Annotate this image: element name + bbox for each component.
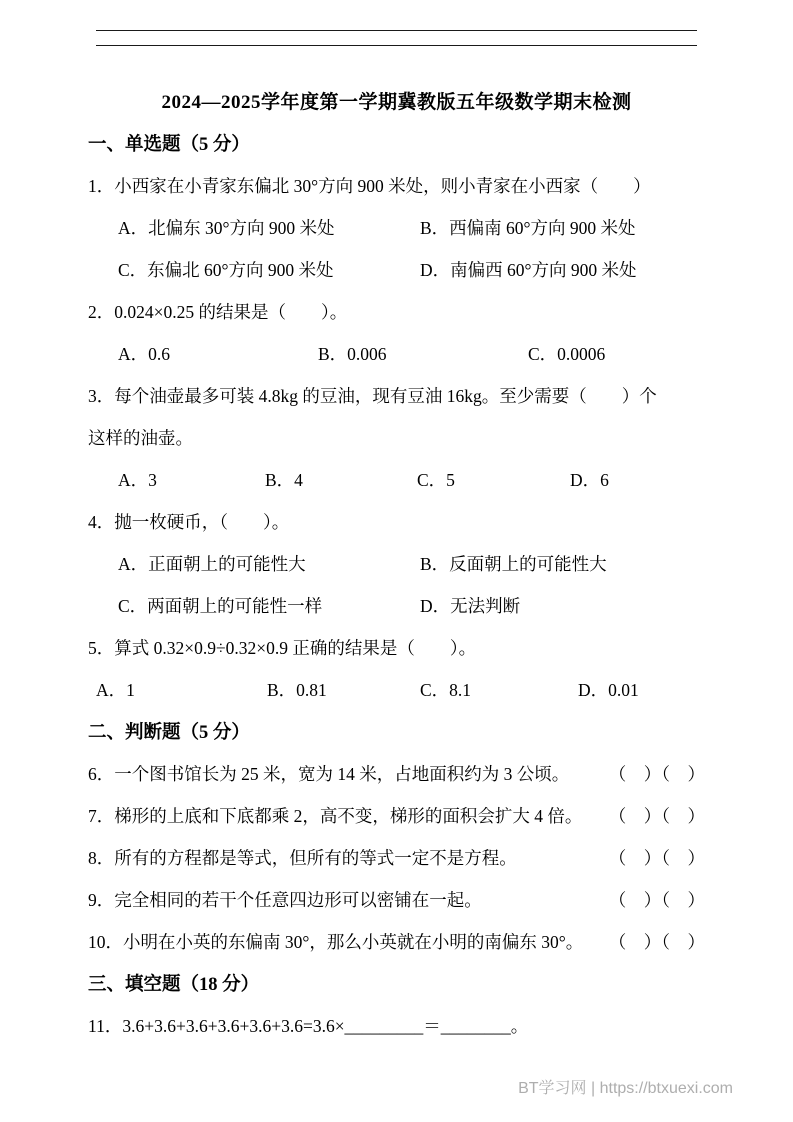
question-3-line-2: 这样的油壶。 — [88, 427, 193, 448]
option-3c: C．5 — [417, 469, 455, 490]
section-header-fill-blank: 三、填空题（18 分） — [88, 975, 260, 995]
question-8-text: 8．所有的方程都是等式，但所有的等式一定不是方程。 — [88, 847, 517, 868]
question-6-answer-blank: （ ）（ ） — [608, 763, 705, 784]
question-1-options-row-1 — [88, 206, 705, 248]
question-7-text: 7．梯形的上底和下底都乘 2，高不变，梯形的面积会扩大 4 倍。 — [88, 805, 583, 826]
question-4-options-row-1 — [88, 542, 705, 584]
option-1b: B．西偏南 60°方向 900 米处 — [420, 217, 636, 238]
question-11: 11．3.6+3.6+3.6+3.6+3.6+3.6=3.6×_________＝________。 — [88, 1015, 529, 1036]
option-1a: A．北偏东 30°方向 900 米处 — [118, 217, 335, 238]
question-7 — [88, 794, 705, 836]
option-1d: D．南偏西 60°方向 900 米处 — [420, 259, 637, 280]
document-body — [88, 122, 705, 1046]
watermark-footer: BT学习网 | https://btxuexi.com — [518, 1080, 733, 1097]
question-4: 4．抛一枚硬币，（ ）。 — [88, 511, 290, 532]
section-header-judgment: 二、判断题（5 分） — [88, 723, 250, 743]
option-3b: B．4 — [265, 469, 303, 490]
question-2-options-row — [88, 332, 705, 374]
question-2: 2．0.024×0.25 的结果是（ ）。 — [88, 301, 348, 322]
question-9-answer-blank: （ ）（ ） — [608, 889, 705, 910]
question-5: 5．算式 0.32×0.9÷0.32×0.9 正确的结果是（ ）。 — [88, 637, 477, 658]
question-3-options-row — [88, 458, 705, 500]
question-9 — [88, 878, 705, 920]
option-2c: C．0.0006 — [528, 343, 606, 364]
question-5-options-row — [88, 668, 705, 710]
section-header-choice: 一、单选题（5 分） — [88, 135, 250, 155]
top-rule-2 — [96, 45, 697, 46]
option-3a: A．3 — [118, 469, 157, 490]
question-6 — [88, 752, 705, 794]
question-8-answer-blank: （ ）（ ） — [608, 847, 705, 868]
question-8 — [88, 836, 705, 878]
option-2a: A．0.6 — [118, 343, 171, 364]
question-3-line-1: 3．每个油壶最多可装 4.8kg 的豆油，现有豆油 16kg。至少需要（ ）个 — [88, 385, 657, 406]
option-3d: D．6 — [570, 469, 609, 490]
question-4-options-row-2 — [88, 584, 705, 626]
question-6-text: 6．一个图书馆长为 25 米，宽为 14 米，占地面积约为 3 公顷。 — [88, 763, 570, 784]
question-1-options-row-2 — [88, 248, 705, 290]
question-10-text: 10．小明在小英的东偏南 30°，那么小英就在小明的南偏东 30°。 — [88, 931, 584, 952]
option-5a: A．1 — [96, 679, 135, 700]
option-4c: C．两面朝上的可能性一样 — [118, 595, 323, 616]
option-2b: B．0.006 — [318, 343, 387, 364]
option-5b: B．0.81 — [267, 679, 327, 700]
top-rule-1 — [96, 30, 697, 31]
option-5d: D．0.01 — [578, 679, 639, 700]
question-10 — [88, 920, 705, 962]
page-title: 2024—2025学年度第一学期冀教版五年级数学期末检测 — [161, 92, 632, 113]
option-4d: D．无法判断 — [420, 595, 521, 616]
option-4b: B．反面朝上的可能性大 — [420, 553, 607, 574]
question-1: 1．小西家在小青家东偏北 30°方向 900 米处，则小青家在小西家（ ） — [88, 175, 651, 196]
question-7-answer-blank: （ ）（ ） — [608, 805, 705, 826]
option-1c: C．东偏北 60°方向 900 米处 — [118, 259, 334, 280]
question-9-text: 9．完全相同的若干个任意四边形可以密铺在一起。 — [88, 889, 482, 910]
option-5c: C．8.1 — [420, 679, 472, 700]
question-10-answer-blank: （ ）（ ） — [608, 931, 705, 952]
option-4a: A．正面朝上的可能性大 — [118, 553, 306, 574]
